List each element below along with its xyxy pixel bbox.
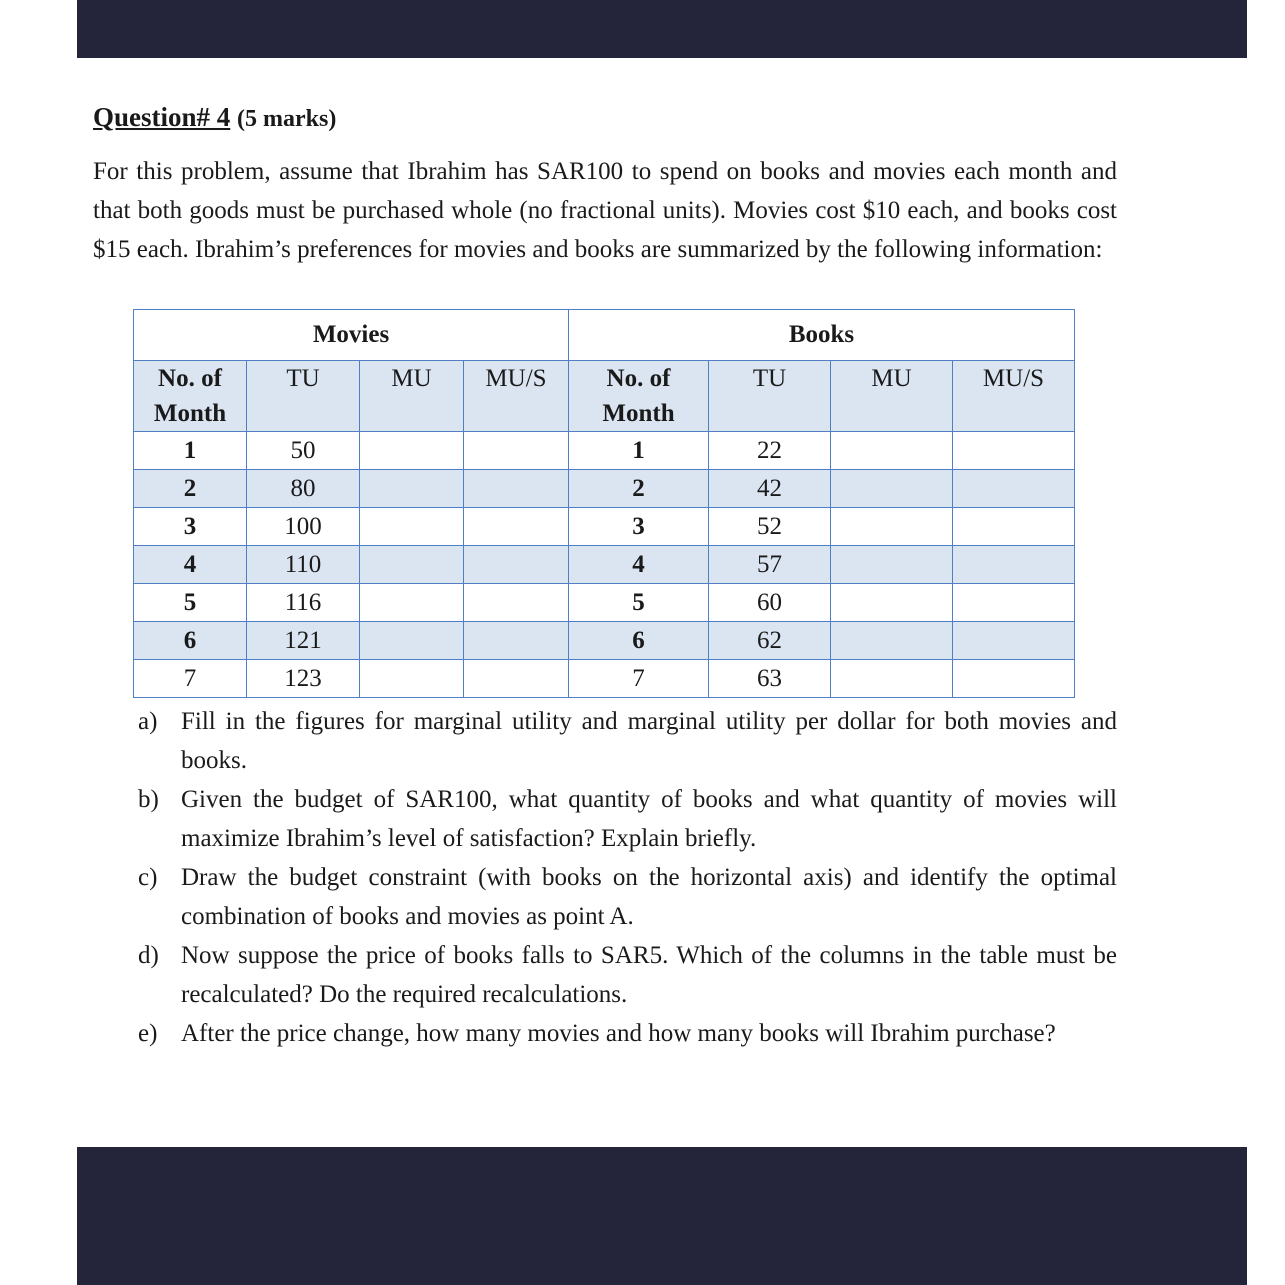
table-cell xyxy=(831,584,953,622)
sub-question-label: a) xyxy=(138,708,158,735)
table-cell: 1 xyxy=(569,432,709,470)
table-cell: 3 xyxy=(134,508,247,546)
table-cell xyxy=(953,508,1075,546)
table-cell xyxy=(831,660,953,698)
table-cell: 22 xyxy=(709,432,831,470)
table-cell xyxy=(360,584,464,622)
sub-question-a xyxy=(133,702,1117,780)
table-cell xyxy=(464,584,569,622)
sub-question-text: After the price change, how many movies and how many books will Ibrahim purchase? xyxy=(181,1020,1056,1047)
table-cell: 2 xyxy=(134,470,247,508)
group-header-movies: Movies xyxy=(134,310,569,361)
column-header: MU/S xyxy=(953,361,1075,432)
table-cell: 110 xyxy=(247,546,360,584)
table-cell xyxy=(464,432,569,470)
sub-question-c xyxy=(133,858,1117,936)
table-cell xyxy=(464,660,569,698)
table-cell xyxy=(953,546,1075,584)
table-cell xyxy=(953,584,1075,622)
group-header-books: Books xyxy=(569,310,1075,361)
table-row xyxy=(134,508,1075,546)
question-marks: (5 marks) xyxy=(237,106,337,132)
table-cell: 116 xyxy=(247,584,360,622)
table-cell: 6 xyxy=(134,622,247,660)
table-cell: 63 xyxy=(709,660,831,698)
table-cell: 57 xyxy=(709,546,831,584)
table-cell: 4 xyxy=(569,546,709,584)
question-label: Question# 4 xyxy=(93,102,231,132)
sub-question-label: e) xyxy=(138,1020,158,1047)
table-cell xyxy=(831,432,953,470)
sub-question-d xyxy=(133,936,1117,1014)
table-cell xyxy=(360,470,464,508)
table-cell xyxy=(831,470,953,508)
table-cell xyxy=(831,622,953,660)
table-cell xyxy=(953,470,1075,508)
sub-question-label: c) xyxy=(138,864,158,891)
table-cell xyxy=(360,622,464,660)
table-cell xyxy=(953,660,1075,698)
column-header: TU xyxy=(247,361,360,432)
table-cell xyxy=(831,508,953,546)
table-cell xyxy=(953,432,1075,470)
table-cell: 6 xyxy=(569,622,709,660)
table-cell xyxy=(464,546,569,584)
column-header: TU xyxy=(709,361,831,432)
document-page xyxy=(93,96,1117,1047)
table-cell xyxy=(464,508,569,546)
table-row xyxy=(134,546,1075,584)
table-cell: 4 xyxy=(134,546,247,584)
top-dark-bar xyxy=(77,0,1247,58)
column-header: MU xyxy=(360,361,464,432)
table-cell: 121 xyxy=(247,622,360,660)
table-cell: 5 xyxy=(134,584,247,622)
sub-question-label: d) xyxy=(138,942,159,969)
table-cell: 62 xyxy=(709,622,831,660)
question-heading xyxy=(93,96,1117,138)
table-cell xyxy=(464,470,569,508)
table-cell: 123 xyxy=(247,660,360,698)
table-cell xyxy=(360,508,464,546)
column-header: MU/S xyxy=(464,361,569,432)
table-row xyxy=(134,622,1075,660)
table-cell xyxy=(360,432,464,470)
table-cell xyxy=(953,622,1075,660)
sub-question-text: Fill in the figures for marginal utility and marginal utility per dollar for both movies and books. xyxy=(181,708,1117,774)
table-cell: 7 xyxy=(569,660,709,698)
table-cell: 50 xyxy=(247,432,360,470)
intro-paragraph: For this problem, assume that Ibrahim has SAR100 to spend on books and movies each month and that both goods must be purchased whole (no fractional units). Movies cost $10 each, and books cost $15 each. Ibrahim’s preferences for movies and books are summarized by the following information: xyxy=(93,158,1117,263)
bottom-dark-bar xyxy=(77,1147,1247,1285)
table-cell: 5 xyxy=(569,584,709,622)
table-cell: 2 xyxy=(569,470,709,508)
sub-question-text: Draw the budget constraint (with books on the horizontal axis) and identify the optimal combination of books and movies as point A. xyxy=(181,864,1117,930)
table-cell xyxy=(360,546,464,584)
sub-question-label: b) xyxy=(138,786,159,813)
sub-questions-list xyxy=(133,702,1117,1053)
sub-question-b xyxy=(133,780,1117,858)
table-cell xyxy=(464,622,569,660)
sub-question-text: Given the budget of SAR100, what quantity of books and what quantity of movies will maximize Ibrahim’s level of satisfaction? Explain briefly. xyxy=(181,786,1117,852)
table-cell: 1 xyxy=(134,432,247,470)
column-header: No. of Month xyxy=(134,361,247,432)
sub-question-text: Now suppose the price of books falls to SAR5. Which of the columns in the table must be recalculated? Do the required recalculations. xyxy=(181,942,1117,1008)
table-cell: 3 xyxy=(569,508,709,546)
table-cell: 42 xyxy=(709,470,831,508)
table-cell: 52 xyxy=(709,508,831,546)
table-cell: 80 xyxy=(247,470,360,508)
column-header: No. of Month xyxy=(569,361,709,432)
table-row xyxy=(134,660,1075,698)
utility-table xyxy=(133,309,1075,698)
column-header: MU xyxy=(831,361,953,432)
table-row xyxy=(134,432,1075,470)
sub-question-e xyxy=(133,1014,1117,1053)
table-row xyxy=(134,584,1075,622)
table-cell: 100 xyxy=(247,508,360,546)
table-cell: 7 xyxy=(134,660,247,698)
table-cell xyxy=(360,660,464,698)
table-cell xyxy=(831,546,953,584)
table-row xyxy=(134,470,1075,508)
table-cell: 60 xyxy=(709,584,831,622)
